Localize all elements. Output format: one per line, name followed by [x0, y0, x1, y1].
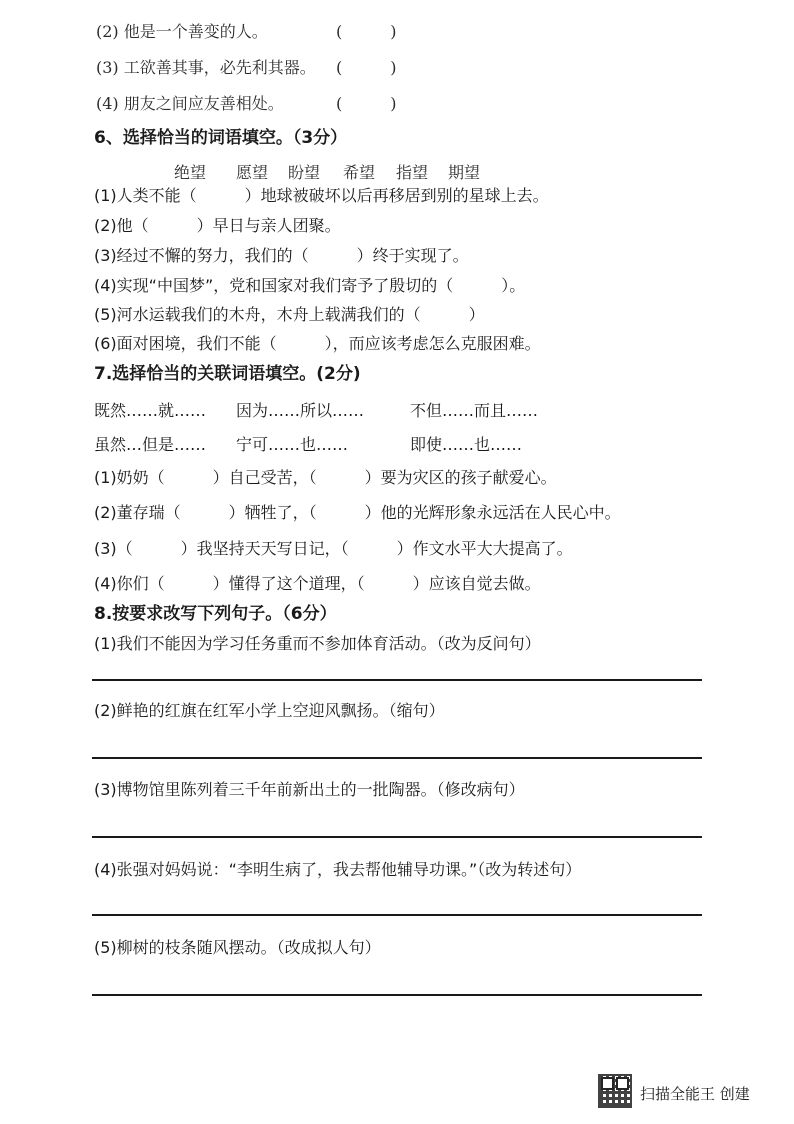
q8-item: (1)我们不能因为学习任务重而不参加体育活动。（改为反问句）: [94, 634, 541, 653]
q7-item: (2)董存瑞（ ）牺牲了，（ ）他的光辉形象永远活在人民心中。: [94, 503, 621, 522]
q6-item: (5)河水运载我们的木舟，木舟上载满我们的（ ）: [94, 305, 485, 324]
q7-option: 即使……也……: [410, 435, 523, 454]
q6-option: 绝望: [174, 163, 207, 182]
q5-item-4-text: (4) 朋友之间应友善相处。: [96, 94, 284, 113]
q5-item-2-text: (2) 他是一个善变的人。: [96, 22, 268, 41]
answer-line: [92, 994, 702, 996]
q7-heading: 7.选择恰当的关联词语填空。(2分): [94, 364, 361, 384]
q6-item: (6)面对困境，我们不能（ ），而应该考虑怎么克服困难。: [94, 334, 541, 353]
answer-line: [92, 836, 702, 838]
q7-item: (4)你们（ ）懂得了这个道理，（ ）应该自觉去做。: [94, 574, 541, 593]
answer-line: [92, 757, 702, 759]
q6-item: (1)人类不能（ ）地球被破坏以后再移居到别的星球上去。: [94, 186, 549, 205]
answer-line: [92, 679, 702, 681]
q5-item-4-answer: ( ): [336, 94, 397, 113]
q6-heading: 6、选择恰当的词语填空。（3分）: [94, 128, 348, 148]
q8-item: (3)博物馆里陈列着三千年前新出土的一批陶器。（修改病句）: [94, 780, 525, 799]
q8-item: (5)柳树的枝条随风摆动。（改成拟人句）: [94, 938, 381, 957]
q6-option: 盼望: [288, 163, 321, 182]
q6-item: (2)他（ ）早日与亲人团聚。: [94, 216, 341, 235]
scanner-watermark: 扫描全能王 创建: [640, 1085, 750, 1103]
q6-option: 希望: [343, 163, 376, 182]
q5-item-3: [96, 58, 316, 78]
q6-option: 愿望: [236, 163, 269, 182]
q8-item: (4)张强对妈妈说：“李明生病了，我去帮他辅导功课。”（改为转述句）: [94, 860, 582, 879]
q6-option: 期望: [448, 163, 481, 182]
q7-option: 因为……所以……: [236, 401, 365, 420]
answer-line: [92, 914, 702, 916]
q5-item-4: [96, 94, 284, 114]
q7-option: 既然……就……: [94, 401, 207, 420]
q5-item-2: [96, 22, 268, 42]
q7-option: 虽然…但是……: [94, 435, 207, 454]
q5-item-3-text: (3) 工欲善其事，必先利其器。: [96, 58, 316, 77]
q7-option: 宁可……也……: [236, 435, 349, 454]
q7-option: 不但……而且……: [410, 401, 539, 420]
q6-option: 指望: [396, 163, 429, 182]
q5-item-2-answer: ( ): [336, 22, 397, 41]
q8-heading: 8.按要求改写下列句子。（6分）: [94, 604, 337, 624]
q6-item: (4)实现“中国梦”，党和国家对我们寄予了殷切的（ ）。: [94, 276, 526, 295]
q6-item: (3)经过不懈的努力，我们的（ ）终于实现了。: [94, 246, 469, 265]
qr-code-icon: [598, 1074, 632, 1108]
q8-item: (2)鲜艳的红旗在红军小学上空迎风飘扬。（缩句）: [94, 701, 445, 720]
q5-item-3-answer: ( ): [336, 58, 397, 77]
q7-item: (1)奶奶（ ）自己受苦，（ ）要为灾区的孩子献爱心。: [94, 468, 557, 487]
q7-item: (3)（ ）我坚持天天写日记，（ ）作文水平大大提高了。: [94, 539, 573, 558]
